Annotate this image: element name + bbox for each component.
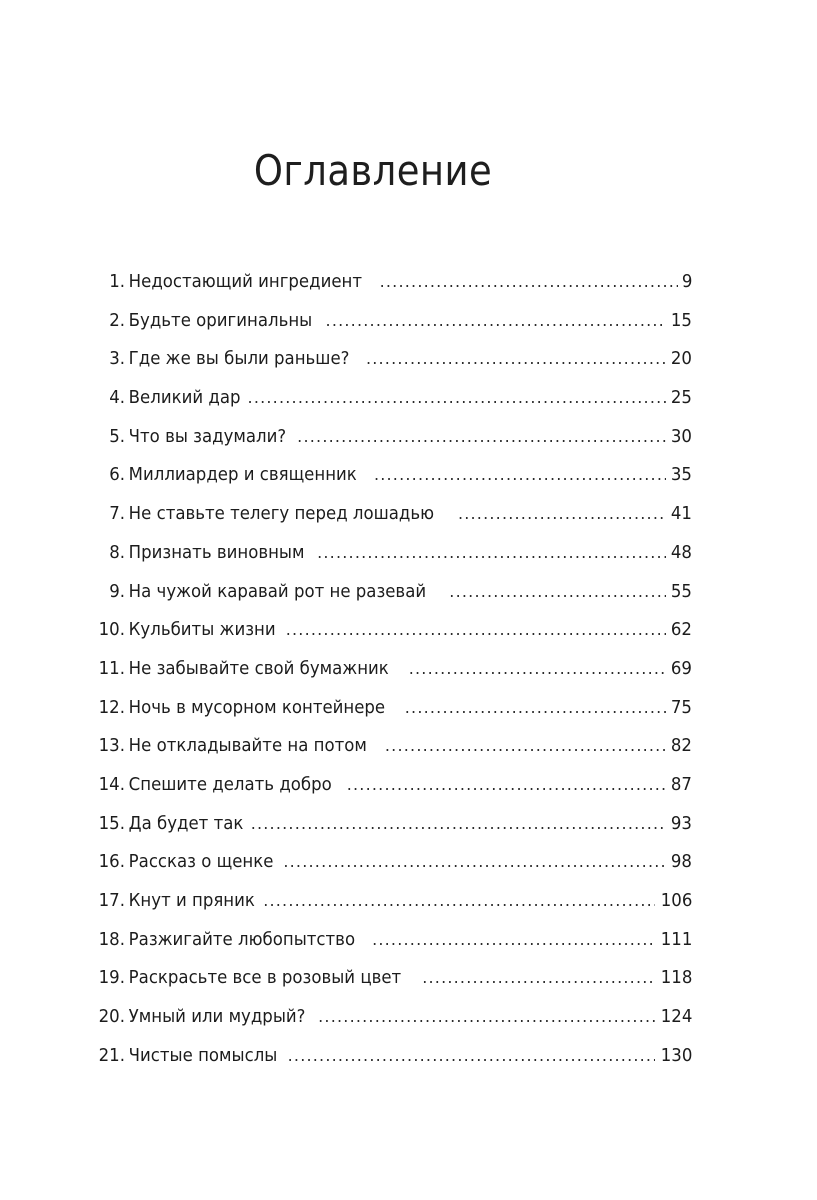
toc-entry [92, 727, 692, 766]
toc-entry-number: 15. [98, 812, 125, 834]
toc-entry [92, 1037, 692, 1076]
toc-entry-number: 19. [98, 967, 125, 989]
dot-leader [409, 650, 666, 689]
dot-leader [385, 727, 666, 766]
dot-leader [283, 843, 666, 882]
toc-entry-page: 124 [660, 1006, 692, 1028]
toc-entry-title: Умный или мудрый? [128, 1006, 306, 1028]
toc-entry-page: 75 [670, 696, 692, 718]
toc-entry-title: На чужой каравай рот не разевай [128, 580, 427, 602]
toc-entry-title: Кнут и пряник [128, 890, 255, 911]
toc-entry-number: 17. [98, 890, 125, 911]
toc-entry-page: 15 [670, 309, 692, 331]
toc-entry [92, 766, 692, 805]
toc-entry-title: Великий дар [128, 387, 241, 409]
toc-entry-title: Рассказ о щенке [128, 851, 274, 873]
toc-entry-title: Не забывайте свой бумажник [128, 657, 389, 679]
toc-entry-page: 111 [660, 928, 692, 950]
toc-entry [92, 998, 692, 1037]
toc-entry-title: Не ставьте телегу перед лошадью [128, 503, 435, 525]
toc-entry [92, 805, 692, 844]
dot-leader [317, 534, 666, 573]
dot-leader [366, 340, 666, 379]
toc-entry-number: 3. [109, 348, 125, 370]
toc-entry [92, 650, 692, 689]
toc-entry [92, 418, 692, 457]
toc-entry-page: 106 [660, 890, 692, 911]
toc-entry [92, 379, 692, 418]
toc-entry [92, 534, 692, 573]
dot-leader [422, 959, 654, 998]
toc-entry-title: Что вы задумали? [128, 425, 287, 447]
toc-entry-number: 21. [98, 1044, 125, 1066]
dot-leader [263, 882, 654, 921]
toc-entry-number: 13. [98, 735, 125, 757]
toc-entry [92, 882, 692, 921]
toc-entry [92, 921, 692, 960]
dot-leader [374, 456, 666, 495]
toc-entry [92, 302, 692, 341]
toc-entry-number: 18. [98, 928, 125, 950]
toc-entry-title: Спешите делать добро [128, 773, 332, 795]
toc-entry [92, 843, 692, 882]
toc-entry-number: 14. [98, 773, 125, 795]
toc-entry-number: 9. [109, 580, 125, 602]
table-of-contents [92, 263, 692, 1075]
toc-entry-page: 82 [670, 735, 692, 757]
toc-entry-number: 10. [98, 619, 125, 641]
toc-entry-title: Чистые помыслы [128, 1044, 278, 1066]
toc-entry-title: Недостающий ингредиент [128, 271, 363, 292]
toc-entry-page: 130 [660, 1044, 692, 1066]
toc-entry [92, 611, 692, 650]
toc-entry [92, 573, 692, 612]
toc-entry-number: 5. [109, 425, 125, 447]
toc-entry-number: 20. [98, 1006, 125, 1028]
toc-entry-title: Раскрасьте все в розовый цвет [128, 967, 402, 989]
toc-entry-number: 7. [109, 503, 125, 525]
dot-leader [297, 418, 666, 457]
toc-entry-title: Кульбиты жизни [128, 619, 276, 641]
toc-entry-page: 62 [670, 619, 692, 641]
toc-entry-page: 69 [670, 657, 692, 679]
toc-entry-page: 118 [660, 967, 692, 989]
toc-entry-number: 11. [98, 657, 125, 679]
dot-leader [372, 921, 655, 960]
toc-entry-page: 55 [670, 580, 692, 602]
dot-leader [318, 998, 655, 1037]
toc-entry-title: Да будет так [128, 812, 244, 834]
page-title: Оглавление [253, 146, 493, 195]
toc-entry-number: 1. [109, 271, 125, 292]
toc-entry-page: 25 [670, 387, 692, 409]
toc-entry-page: 9 [681, 271, 692, 292]
toc-entry-page: 93 [670, 812, 692, 834]
dot-leader [458, 495, 666, 534]
dot-leader [286, 611, 666, 650]
toc-entry-title: Не откладывайте на потом [128, 735, 367, 757]
dot-leader [326, 302, 667, 341]
toc-entry [92, 495, 692, 534]
toc-entry [92, 263, 692, 302]
dot-leader [405, 689, 666, 728]
dot-leader [288, 1037, 655, 1076]
dot-leader [380, 263, 678, 302]
toc-entry-title: Будьте оригинальны [128, 309, 313, 331]
toc-entry-page: 87 [670, 773, 692, 795]
toc-entry-number: 4. [109, 387, 125, 409]
toc-entry-number: 12. [98, 696, 125, 718]
toc-entry-page: 30 [670, 425, 692, 447]
dot-leader [449, 573, 666, 612]
toc-entry-title: Разжигайте любопытство [128, 928, 356, 950]
toc-entry-title: Где же вы были раньше? [128, 348, 350, 370]
toc-entry-number: 8. [109, 541, 125, 563]
toc-entry-number: 16. [98, 851, 125, 873]
toc-entry-number: 6. [109, 464, 125, 486]
toc-entry-page: 20 [670, 348, 692, 370]
toc-entry [92, 340, 692, 379]
toc-entry [92, 959, 692, 998]
toc-entry-page: 98 [670, 851, 692, 873]
toc-entry-page: 35 [670, 464, 692, 486]
toc-entry-title: Ночь в мусорном контейнере [128, 696, 386, 718]
toc-entry-number: 2. [109, 309, 125, 331]
dot-leader [248, 379, 667, 418]
dot-leader [347, 766, 666, 805]
toc-entry [92, 456, 692, 495]
toc-entry-title: Миллиардер и священник [128, 464, 357, 486]
toc-entry-title: Признать виновным [128, 541, 305, 563]
toc-entry [92, 689, 692, 728]
toc-entry-page: 41 [670, 503, 692, 525]
toc-entry-page: 48 [670, 541, 692, 563]
dot-leader [251, 805, 666, 844]
